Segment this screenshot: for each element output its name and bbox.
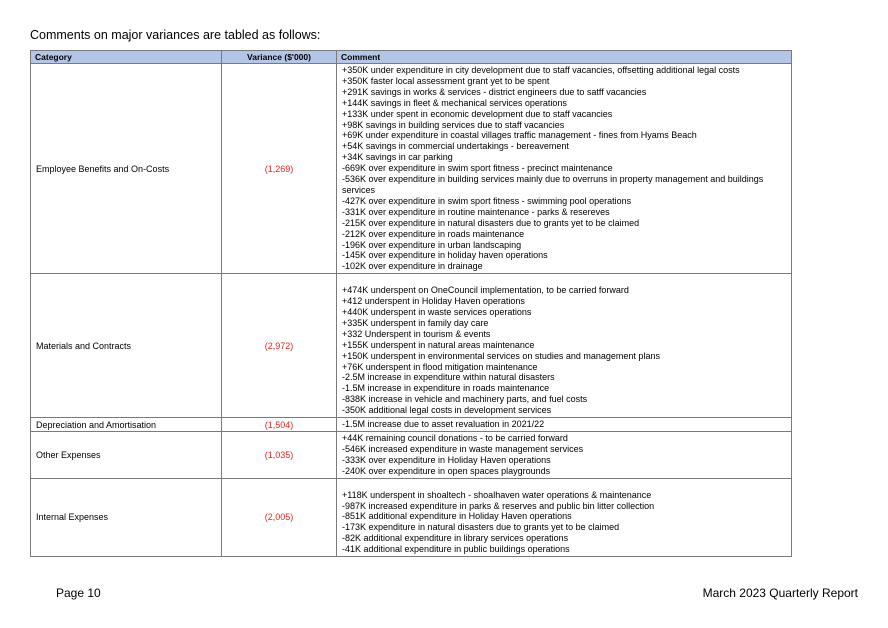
comment-line: -41K additional expenditure in public buildings operations bbox=[342, 544, 570, 555]
comment-line: +76K underspent in flood mitigation maintenance bbox=[342, 361, 538, 372]
variance-cell: (2,005) bbox=[222, 478, 337, 556]
comment-line: +474K underspent on OneCouncil implementation, to be carried forward bbox=[342, 285, 629, 296]
comment-line: -427K over expenditure in swim sport fitness - swimming pool operations bbox=[342, 195, 632, 206]
comment-line: +291K savings in works & services - district engineers due to satff vacancies bbox=[342, 86, 647, 97]
comment-line: +98K savings in building services due to staff vacancies bbox=[342, 119, 565, 130]
comment-line: +350K faster local assessment grant yet to be spent bbox=[342, 75, 550, 86]
comment-line: -173K expenditure in natural disasters due to grants yet to be claimed bbox=[342, 522, 620, 533]
variance-cell: (1,035) bbox=[222, 432, 337, 479]
category-cell: Internal Expenses bbox=[31, 478, 222, 556]
comment-line: -145K over expenditure in holiday haven operations bbox=[342, 250, 548, 261]
comment-line: -196K over expenditure in urban landscaping bbox=[342, 239, 522, 250]
comment-line: +44K remaining council donations - to be carried forward bbox=[342, 433, 568, 443]
table-header-row bbox=[31, 51, 792, 64]
category-cell: Other Expenses bbox=[31, 432, 222, 479]
table-row bbox=[31, 274, 792, 418]
comment-line: -669K over expenditure in swim sport fitness - precinct maintenance bbox=[342, 163, 613, 174]
comment-line: -851K additional expenditure in Holiday Haven operations bbox=[342, 511, 572, 522]
comment-cell bbox=[337, 64, 792, 274]
table-row bbox=[31, 478, 792, 556]
table-row bbox=[31, 64, 792, 274]
comment-line: -212K over expenditure in roads maintenance bbox=[342, 228, 525, 239]
comment-line: +150K underspent in environmental services on studies and management plans bbox=[342, 350, 660, 361]
comment-line: -333K over expenditure in Holiday Haven operations bbox=[342, 454, 551, 465]
comment-line: +440K underspent in waste services operations bbox=[342, 307, 532, 318]
comment-line: +350K under expenditure in city development due to staff vacancies, offsetting additional legal costs bbox=[342, 65, 740, 75]
comment-line: -546K increased expenditure in waste management services bbox=[342, 443, 584, 454]
comment-line: -350K additional legal costs in development services bbox=[342, 405, 552, 416]
comment-line: -536K over expenditure in building services mainly due to overruns in property management and buildings services bbox=[342, 174, 764, 195]
comment-line: +412 underspent in Holiday Haven operations bbox=[342, 296, 525, 307]
category-cell: Employee Benefits and On-Costs bbox=[31, 64, 222, 274]
comment-line: -240K over expenditure in open spaces playgrounds bbox=[342, 465, 551, 476]
comment-cell bbox=[337, 418, 792, 432]
comment-line: +144K savings in fleet & mechanical services operations bbox=[342, 97, 567, 108]
variance-cell: (1,269) bbox=[222, 64, 337, 274]
comment-line: +54K savings in commercial undertakings - bereavement bbox=[342, 141, 569, 152]
comment-line: -331K over expenditure in routine maintenance - parks & resereves bbox=[342, 206, 610, 217]
table-row bbox=[31, 418, 792, 432]
comment-line: -1.5M increase in expenditure in roads maintenance bbox=[342, 383, 550, 394]
category-cell: Materials and Contracts bbox=[31, 274, 222, 418]
comment-line: +335K underspent in family day care bbox=[342, 317, 489, 328]
comment-line: -838K increase in vehicle and machinery parts, and fuel costs bbox=[342, 394, 588, 405]
header-variance: Variance ($'000) bbox=[222, 51, 337, 64]
comment-line: -2.5M increase in expenditure within natural disasters bbox=[342, 372, 555, 383]
intro-text: Comments on major variances are tabled as follows: bbox=[30, 28, 321, 42]
comment-line: +69K under expenditure in coastal villages traffic management - fines from Hyams Beach bbox=[342, 130, 697, 141]
comment-line: +332 Underspent in tourism & events bbox=[342, 328, 491, 339]
variance-cell: (2,972) bbox=[222, 274, 337, 418]
comment-line: +155K underspent in natural areas maintenance bbox=[342, 339, 535, 350]
header-category: Category bbox=[31, 51, 222, 64]
comment-line: +133K under spent in economic development due to staff vacancies bbox=[342, 108, 613, 119]
comment-line: +34K savings in car parking bbox=[342, 152, 453, 163]
comment-cell bbox=[337, 432, 792, 479]
comment-line: +118K underspent in shoaltech - shoalhaven water operations & maintenance bbox=[342, 489, 652, 500]
comment-line: -82K additional expenditure in library services operations bbox=[342, 533, 569, 544]
table-row bbox=[31, 432, 792, 479]
variance-table bbox=[30, 50, 792, 557]
comment-line: -1.5M increase due to asset revaluation in 2021/22 bbox=[342, 419, 545, 430]
table-body bbox=[31, 64, 792, 557]
comment-line: -102K over expenditure in drainage bbox=[342, 261, 483, 272]
category-cell: Depreciation and Amortisation bbox=[31, 418, 222, 432]
comment-cell bbox=[337, 274, 792, 418]
comment-line: -215K over expenditure in natural disasters due to grants yet to be claimed bbox=[342, 217, 640, 228]
page-number: Page 10 bbox=[56, 586, 101, 600]
report-title: March 2023 Quarterly Report bbox=[702, 586, 858, 600]
comment-cell bbox=[337, 478, 792, 556]
comment-line: -987K increased expenditure in parks & reserves and public bin litter collection bbox=[342, 500, 655, 511]
variance-cell: (1,504) bbox=[222, 418, 337, 432]
header-comment: Comment bbox=[337, 51, 792, 64]
